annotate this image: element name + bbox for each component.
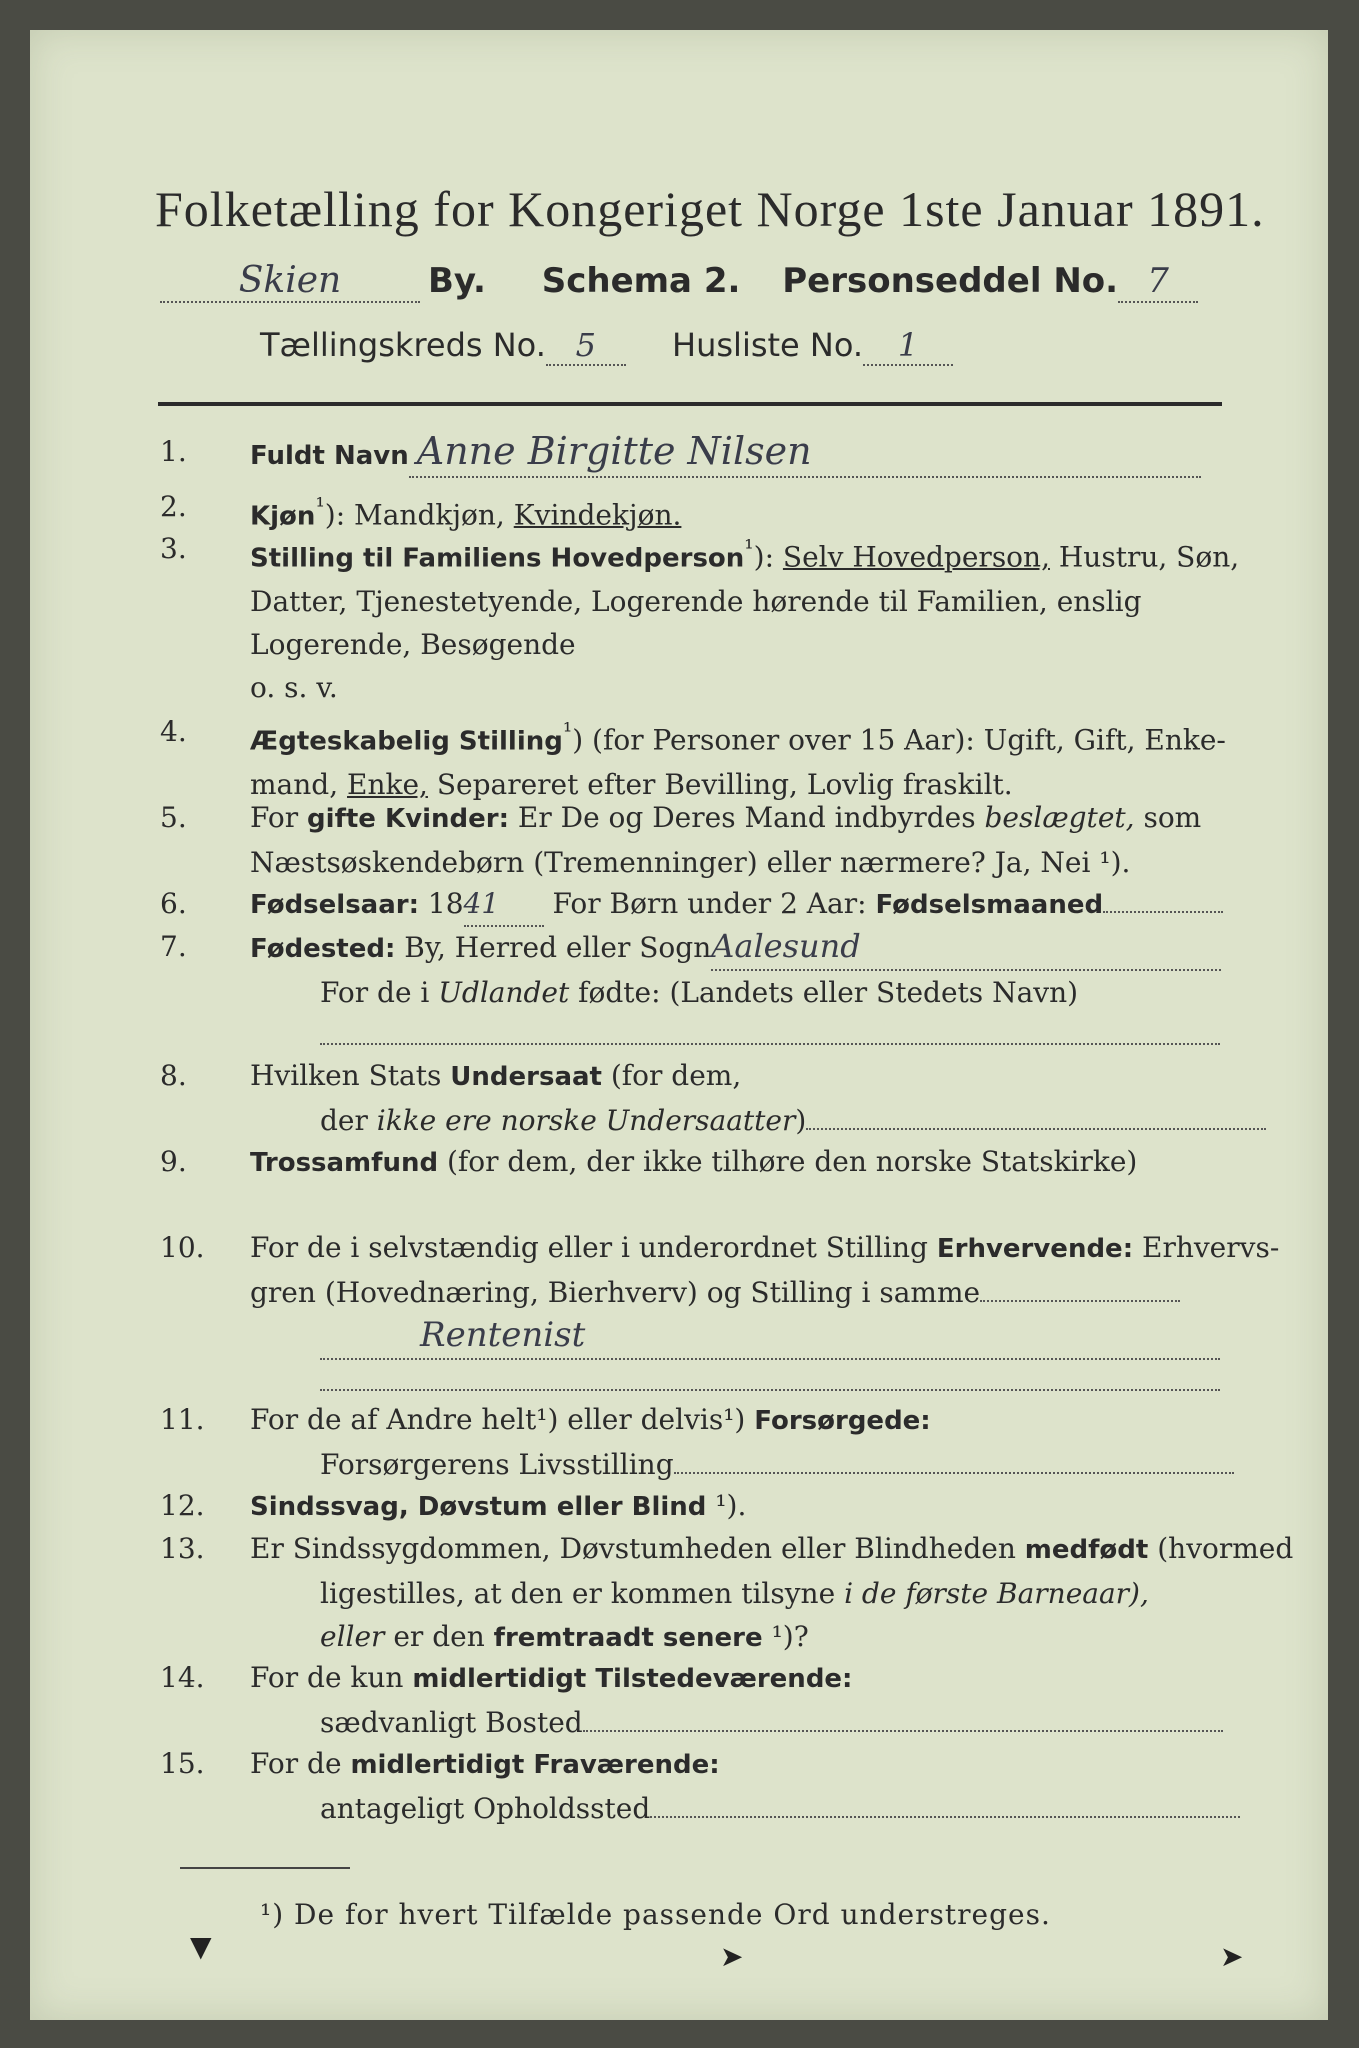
schema-row [160,260,1220,303]
by-label: By. [428,261,486,301]
birthplace-answer: Aalesund [711,927,861,965]
center-mark-icon: ➤ [720,1940,744,1973]
schema-label: Schema 2. [541,261,741,301]
corner-mark-icon: ▼ [190,1930,212,1963]
city-handwritten: Skien [238,260,342,301]
footnote-divider [180,1867,350,1869]
census-form: Folketælling for Kongeriget Norge 1ste Januar 1891. Skien By. Schema 2. Personseddel No. 7 Tællingskreds No. 5 Husliste No. 1 1. Fuldt Navn Anne Birgitte Nilsen 2. Kjøn$^{^1}$): Mandkjøn, Kvindekjøn. 3. Stilling til Familiens Hovedperson$^{^1}$): Selv Hovedperson, Hustru, Søn, Datter, Tjenestetyende, Logerende hørende til Familien, enslig Logerende, Besøgende o. s. v. 4. Ægteskabelig Stilling$^{^1}$) (for Personer over 15 Aar): Ugift, Gift, Enke- mand, Enke, Separeret efter Bevilling, Lovlig fraskilt. 5. For gifte Kvinder: Er De og Deres Mand indbyrdes beslægtet, som Næstsøskendebørn (Tremenninger) eller nærmere? Ja, Nei ¹). 6. Fødselsaar: 1841 For Børn under 2 Aar: Fødselsmaaned 7. Fødested: By, Herred eller SognAalesund For de i Udlandet fødte: (Landets eller Stedets Navn) 8. Hvilken Stats Undersaat (for dem, der ikke ere norske Undersaatter) 9. Trossamfund (for dem, der ikke tilhøre den norske Statskirke) 10. For de i selvstændig eller i underordnet Stilling Erhvervende: Erhvervs- gren (Hovednæring, Bierhverv) og Stilling i samme Rentenist 11. For de af Andre helt¹) eller delvis¹) Forsørgede: Forsørgerens Livsstilling 12. Sindssvag, Døvstum eller Blind ¹). 13. Er Sindssygdommen, Døvstumheden eller Blindheden medfødt (hvormed ligestilles, at den er kommen tilsyne i de første Barneaar), eller er den fremtraadt senere ¹)? 14. For de kun midlertidigt Tilstedeværende: sædvanligt Bosted 15. For de midlertidigt Fraværende: antageligt Opholdssted ¹) De for hvert Tilfælde passende Ord understreges. ▼ ➤ ➤ [30,30,1328,2020]
husliste-number: 1 [897,326,919,364]
kreds-row [260,326,1160,366]
selv-hovedperson-underlined: Selv Hovedperson, [782,540,1050,574]
kvindekjon-underlined: Kvindekjøn. [513,498,682,532]
header-divider [158,402,1222,406]
personseddel-label: Personseddel No. [782,261,1119,301]
footnote: ¹) De for hvert Tilfælde passende Ord understreges. [260,1898,1051,1931]
kreds-label: Tællingskreds No. [260,326,546,364]
arrow-mark-icon: ➤ [1220,1940,1244,1973]
full-name-answer: Anne Birgitte Nilsen [416,429,812,473]
personseddel-number: 7 [1147,261,1169,301]
birth-year-answer: 41 [463,887,500,920]
kreds-number: 5 [575,326,597,364]
enke-underlined: Enke, [347,768,428,802]
q1-label: Fuldt Navn [250,441,409,471]
form-title: Folketælling for Kongeriget Norge 1ste Januar 1891. [155,181,1265,237]
occupation-answer: Rentenist [420,1315,586,1355]
husliste-label: Husliste No. [672,326,864,364]
